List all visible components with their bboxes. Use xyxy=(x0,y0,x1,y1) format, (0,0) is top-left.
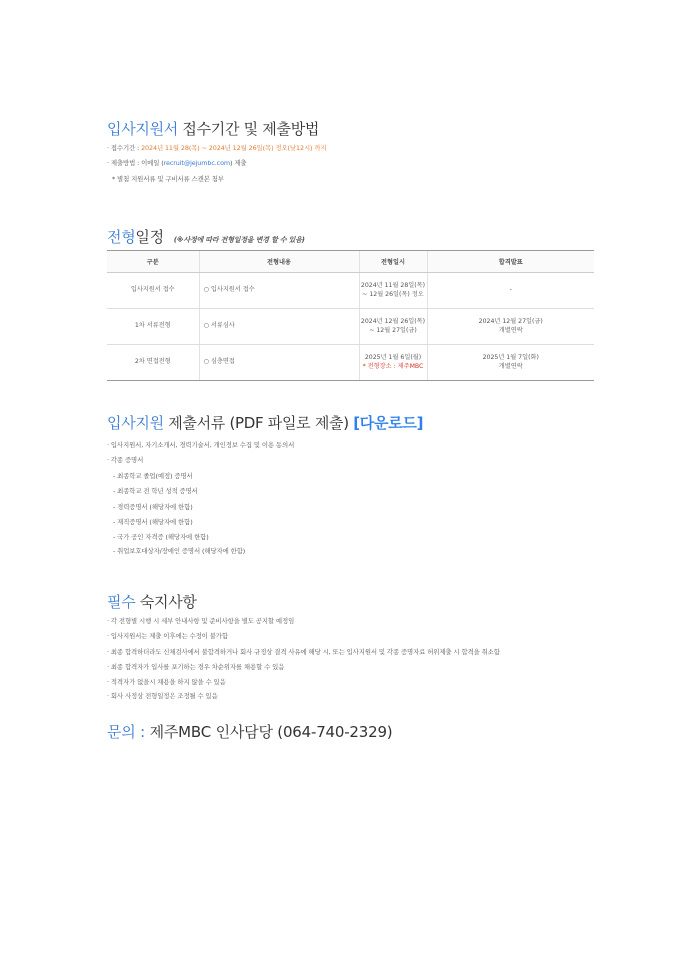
result-line: 2025년 1월 7일(화) xyxy=(482,353,539,361)
application-period-title xyxy=(107,118,319,139)
header-stage: 구분 xyxy=(107,251,199,273)
table-row xyxy=(107,309,594,345)
result-cell xyxy=(427,309,594,345)
list-item: - 취업보호대상자/장애인 증명서 (해당자에 한함) xyxy=(113,547,246,555)
list-item: - 재직증명서 (해당자에 한함) xyxy=(113,518,193,526)
list-item: - 최종학교 전 학년 성적 증명서 xyxy=(113,487,198,495)
application-period-line xyxy=(107,143,326,152)
date-line: ~ 12월 26일(목) 정오 xyxy=(362,290,424,298)
inquiry-line xyxy=(107,721,392,742)
date-line: 2024년 11월 28일(목) xyxy=(360,281,426,289)
list-item: - 경력증명서 (해당자에 한함) xyxy=(113,503,193,511)
list-item: · 각 전형별 시행 시 세부 안내사항 및 준비사항을 별도 공지할 예정임 xyxy=(107,617,295,625)
list-item: · 입사지원서는 제출 이후에는 수정이 불가함 xyxy=(107,632,228,640)
period-label: · 접수기간 : xyxy=(107,144,142,152)
result-line: 2024년 12월 27일(금) xyxy=(478,317,543,325)
list-item: · 적격자가 없을시 채용을 하지 않을 수 있음 xyxy=(107,678,226,686)
table-row xyxy=(107,273,594,309)
result-line: 개별연락 xyxy=(498,362,523,370)
list-item: · 각종 증명서 xyxy=(107,456,144,464)
venue-line: * 전형장소 : 제주MBC xyxy=(362,362,424,370)
title-accent: 입사지원서 xyxy=(107,120,178,138)
stage-cell: 입사지원서 접수 xyxy=(107,273,199,309)
inquiry-contact: 제주MBC 인사담당 (064-740-2329) xyxy=(149,723,393,741)
date-line: 2024년 12월 26일(목) xyxy=(360,317,426,325)
inquiry-label: 문의 : xyxy=(107,723,150,741)
download-link[interactable]: [다운로드] xyxy=(353,414,424,432)
table-header-row xyxy=(107,251,594,273)
header-result: 합격발표 xyxy=(427,251,594,273)
title-text: 제출서류 (PDF 파일로 제출) xyxy=(163,414,354,432)
table-row xyxy=(107,345,594,381)
result-line: 개별연락 xyxy=(498,326,523,334)
method-suffix: ) 제출 xyxy=(230,159,247,167)
stage-cell: 1차 서류전형 xyxy=(107,309,199,345)
email-link[interactable]: recruit@jejumbc.com xyxy=(163,159,231,167)
list-item: · 최종 합격자가 입사를 포기하는 경우 차순위자를 채용할 수 있음 xyxy=(107,663,285,671)
date-cell xyxy=(359,309,427,345)
list-item: - 국가 공인 자격증 (해당자에 한함) xyxy=(113,533,209,541)
list-item: - 최종학교 졸업(예정) 증명서 xyxy=(113,472,193,480)
list-item: · 회사 사정상 전형일정은 조정될 수 있음 xyxy=(107,692,218,700)
notice-title xyxy=(107,591,197,612)
content-cell: ○ 서류심사 xyxy=(199,309,359,345)
title-accent: 필수 xyxy=(107,593,136,611)
date-line: 2025년 1월 6일(월) xyxy=(364,353,422,361)
date-line: ~ 12월 27일(금) xyxy=(369,326,417,334)
schedule-table xyxy=(107,250,594,381)
date-cell xyxy=(359,273,427,309)
stage-cell: 2차 면접전형 xyxy=(107,345,199,381)
schedule-note: (※사정에 따라 전형일정을 변경 할 수 있음) xyxy=(173,236,305,244)
list-item: · 최종 합격하더라도 신체검사에서 불합격하거나 회사 규정상 결격 사유에 해당 시, 또는 입사지원서 및 각종 증명자료 허위제출 시 합격을 취소함 xyxy=(107,648,500,656)
title-text: 숙지사항 xyxy=(135,593,197,611)
list-item: · 입사지원서, 자기소개서, 경력기술서, 개인정보 수집 및 이용 동의서 xyxy=(107,441,295,449)
title-accent: 입사지원 xyxy=(107,414,164,432)
documents-title xyxy=(107,412,423,433)
period-value: 2024년 11월 28(목) ~ 2024년 12월 26일(목) 정오(낮12시) 까지 xyxy=(141,144,327,152)
schedule-title xyxy=(107,226,305,247)
date-cell xyxy=(359,345,427,381)
header-content: 전형내용 xyxy=(199,251,359,273)
title-text: 접수기간 및 제출방법 xyxy=(177,120,320,138)
header-date: 전형일시 xyxy=(359,251,427,273)
title-accent: 전형 xyxy=(107,228,136,246)
result-cell xyxy=(427,345,594,381)
submission-method-line xyxy=(107,158,247,167)
content-cell: ○ 입사지원서 접수 xyxy=(199,273,359,309)
title-text: 일정 xyxy=(135,228,164,246)
method-label: · 제출방법 : 이메일 ( xyxy=(107,159,164,167)
attachment-note: * 별첨 지원서류 및 구비서류 스캔본 첨부 xyxy=(112,175,224,183)
result-cell xyxy=(427,273,594,309)
content-cell: ○ 심층면접 xyxy=(199,345,359,381)
result-line: - xyxy=(509,286,512,293)
